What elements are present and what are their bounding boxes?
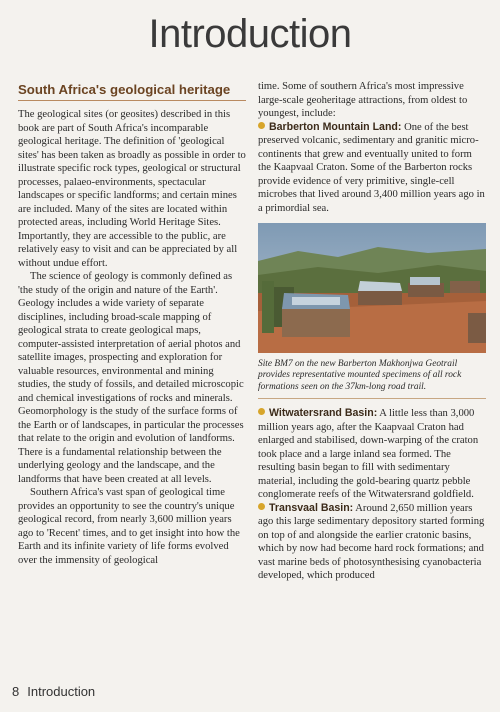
page-footer xyxy=(12,684,95,699)
intro-paragraph: time. Some of southern Africa's most impressive large-scale geoheritage attractions, from oldest to youngest, include: xyxy=(258,81,468,119)
bullet-dot-icon xyxy=(258,503,265,510)
section-heading: South Africa's geological heritage xyxy=(18,82,246,101)
bullet-barberton xyxy=(258,121,486,216)
geotrail-photo xyxy=(258,223,486,353)
bullet-witwatersrand xyxy=(258,407,486,502)
footer-section: Introduction xyxy=(27,684,96,699)
bullet-term: Transvaal Basin: xyxy=(269,501,354,514)
photo-caption: Site BM7 on the new Barberton Makhonjwa Geotrail provides representative mounted specimens of all rock formations seen on the 37km-long road trail. xyxy=(258,359,486,399)
left-column xyxy=(18,82,246,567)
bullet-text: One of the best preserved volcanic, sedimentary and granitic micro-continents that grew and eventually united to form the Kaapvaal Craton. Some of the Barberton rocks provide evidence of very primitive, single-cell microbes that lived around 3,400 million years ago in a primordial sea. xyxy=(258,121,485,214)
right-column xyxy=(258,80,486,583)
page-title: Introduction xyxy=(148,12,352,56)
body-paragraph-1: The geological sites (or geosites) described in this book are part of South Africa's incomparable geological heritage. The definition of 'geological sites' has been taken as broadly as possible in order to illustrate specific rock types, geological or structural processes, palaeo-environments, spectacular landscapes or specific landforms; and certain mines are included. Many of the sites are located within protected areas, including World Heritage Sites. Importantly, they are accessible to the public, are relatively easy to visit and can be appreciated by all without undue effort. xyxy=(18,109,246,269)
bullet-term: Barberton Mountain Land: xyxy=(269,120,402,133)
body-paragraph-3: Southern Africa's vast span of geological time provides an opportunity to see the country's unique geological record, from nearly 3,600 million years ago to 'Recent' times, and to get insight into how the Earth and its infinite variety of life forms evolved over the immensity of geological xyxy=(18,487,240,566)
body-paragraph-2: The science of geology is commonly defined as 'the study of the origin and nature of the Earth'. Geology includes a wide variety of separate disciplines, including broad-scale mapping of geological strata to create geological maps, computer-assisted interpretation of aerial photos and satellite images, prospecting and exploration for valuable resources, environmental and mining studies, the study of fossils, and detailed microscopic and chemical investigations of rocks and minerals. Geomorphology is the study of the surface forms of the Earth or of landscapes, in particular the processes that relate to the origin and evolution of landforms. There is a fundamental relationship between the underlying geology and the landscape, and the landforms that have been created at all levels. xyxy=(18,271,244,485)
bullet-term: Witwatersrand Basin: xyxy=(269,407,378,420)
bullet-transvaal xyxy=(258,502,486,583)
bullet-text: A little less than 3,000 million years ago, after the Kaapvaal Craton had enlarged and stabilised, down-warping of the craton took place and a large inland sea formed. The resulting basin began to fill with sedimentary material, including the gold-bearing quartz pebble conglomerate reefs of the Witwatersrand goldfield. xyxy=(258,408,479,501)
bullet-dot-icon xyxy=(258,408,265,415)
bullet-text: Around 2,650 million years ago this large sedimentary depository started forming on top of and alongside the earlier cratonic basins, which by now had become hard rock formations; and vast marine beds of photosynthesising cyanobacteria developed, which produced xyxy=(258,502,485,582)
bullet-dot-icon xyxy=(258,122,265,129)
page-number: 8 xyxy=(12,684,20,699)
